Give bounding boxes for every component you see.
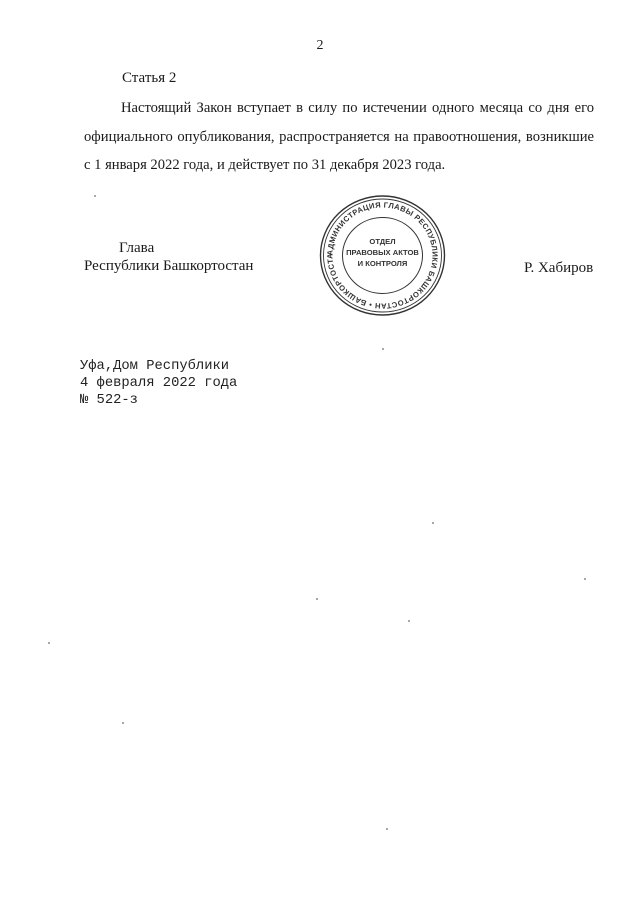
scan-speck — [382, 348, 384, 350]
scan-speck — [584, 578, 586, 580]
scan-speck — [316, 598, 318, 600]
seal-center-line2: ПРАВОВЫХ АКТОВ — [346, 248, 419, 257]
signing-details — [80, 358, 237, 409]
signatory-name: Р. Хабиров — [524, 260, 594, 276]
article-text: Настоящий Закон вступает в силу по истечении одного месяца со дня его официального опубликования, распространяется на правоотношения, возникшие с 1 января 2022 года, и действует по 31 декабря 2023 года. — [84, 100, 594, 173]
scan-speck — [386, 828, 388, 830]
scan-speck — [94, 195, 96, 197]
signatory-title: Глава — [119, 240, 155, 256]
seal-center-line3: И КОНТРОЛЯ — [357, 259, 408, 268]
signatory-organization: Республики Башкортостан — [84, 258, 254, 274]
seal-center-line1: ОТДЕЛ — [369, 237, 396, 246]
scan-speck — [408, 620, 410, 622]
scan-speck — [122, 722, 124, 724]
scan-speck — [48, 642, 50, 644]
article-title: Статья 2 — [122, 70, 177, 86]
law-number: № 522-з — [80, 393, 138, 408]
signing-date: 4 февраля 2022 года — [80, 376, 238, 391]
page-number: 2 — [316, 38, 324, 53]
signing-place: Уфа,Дом Республики — [80, 359, 230, 374]
seal-ring-text: АДМИНИСТРАЦИЯ ГЛАВЫ РЕСПУБЛИКИ БАШКОРТОСТАН • БАШКОРТОСТА — [325, 200, 440, 311]
scan-speck — [432, 522, 434, 524]
official-seal — [318, 194, 447, 317]
